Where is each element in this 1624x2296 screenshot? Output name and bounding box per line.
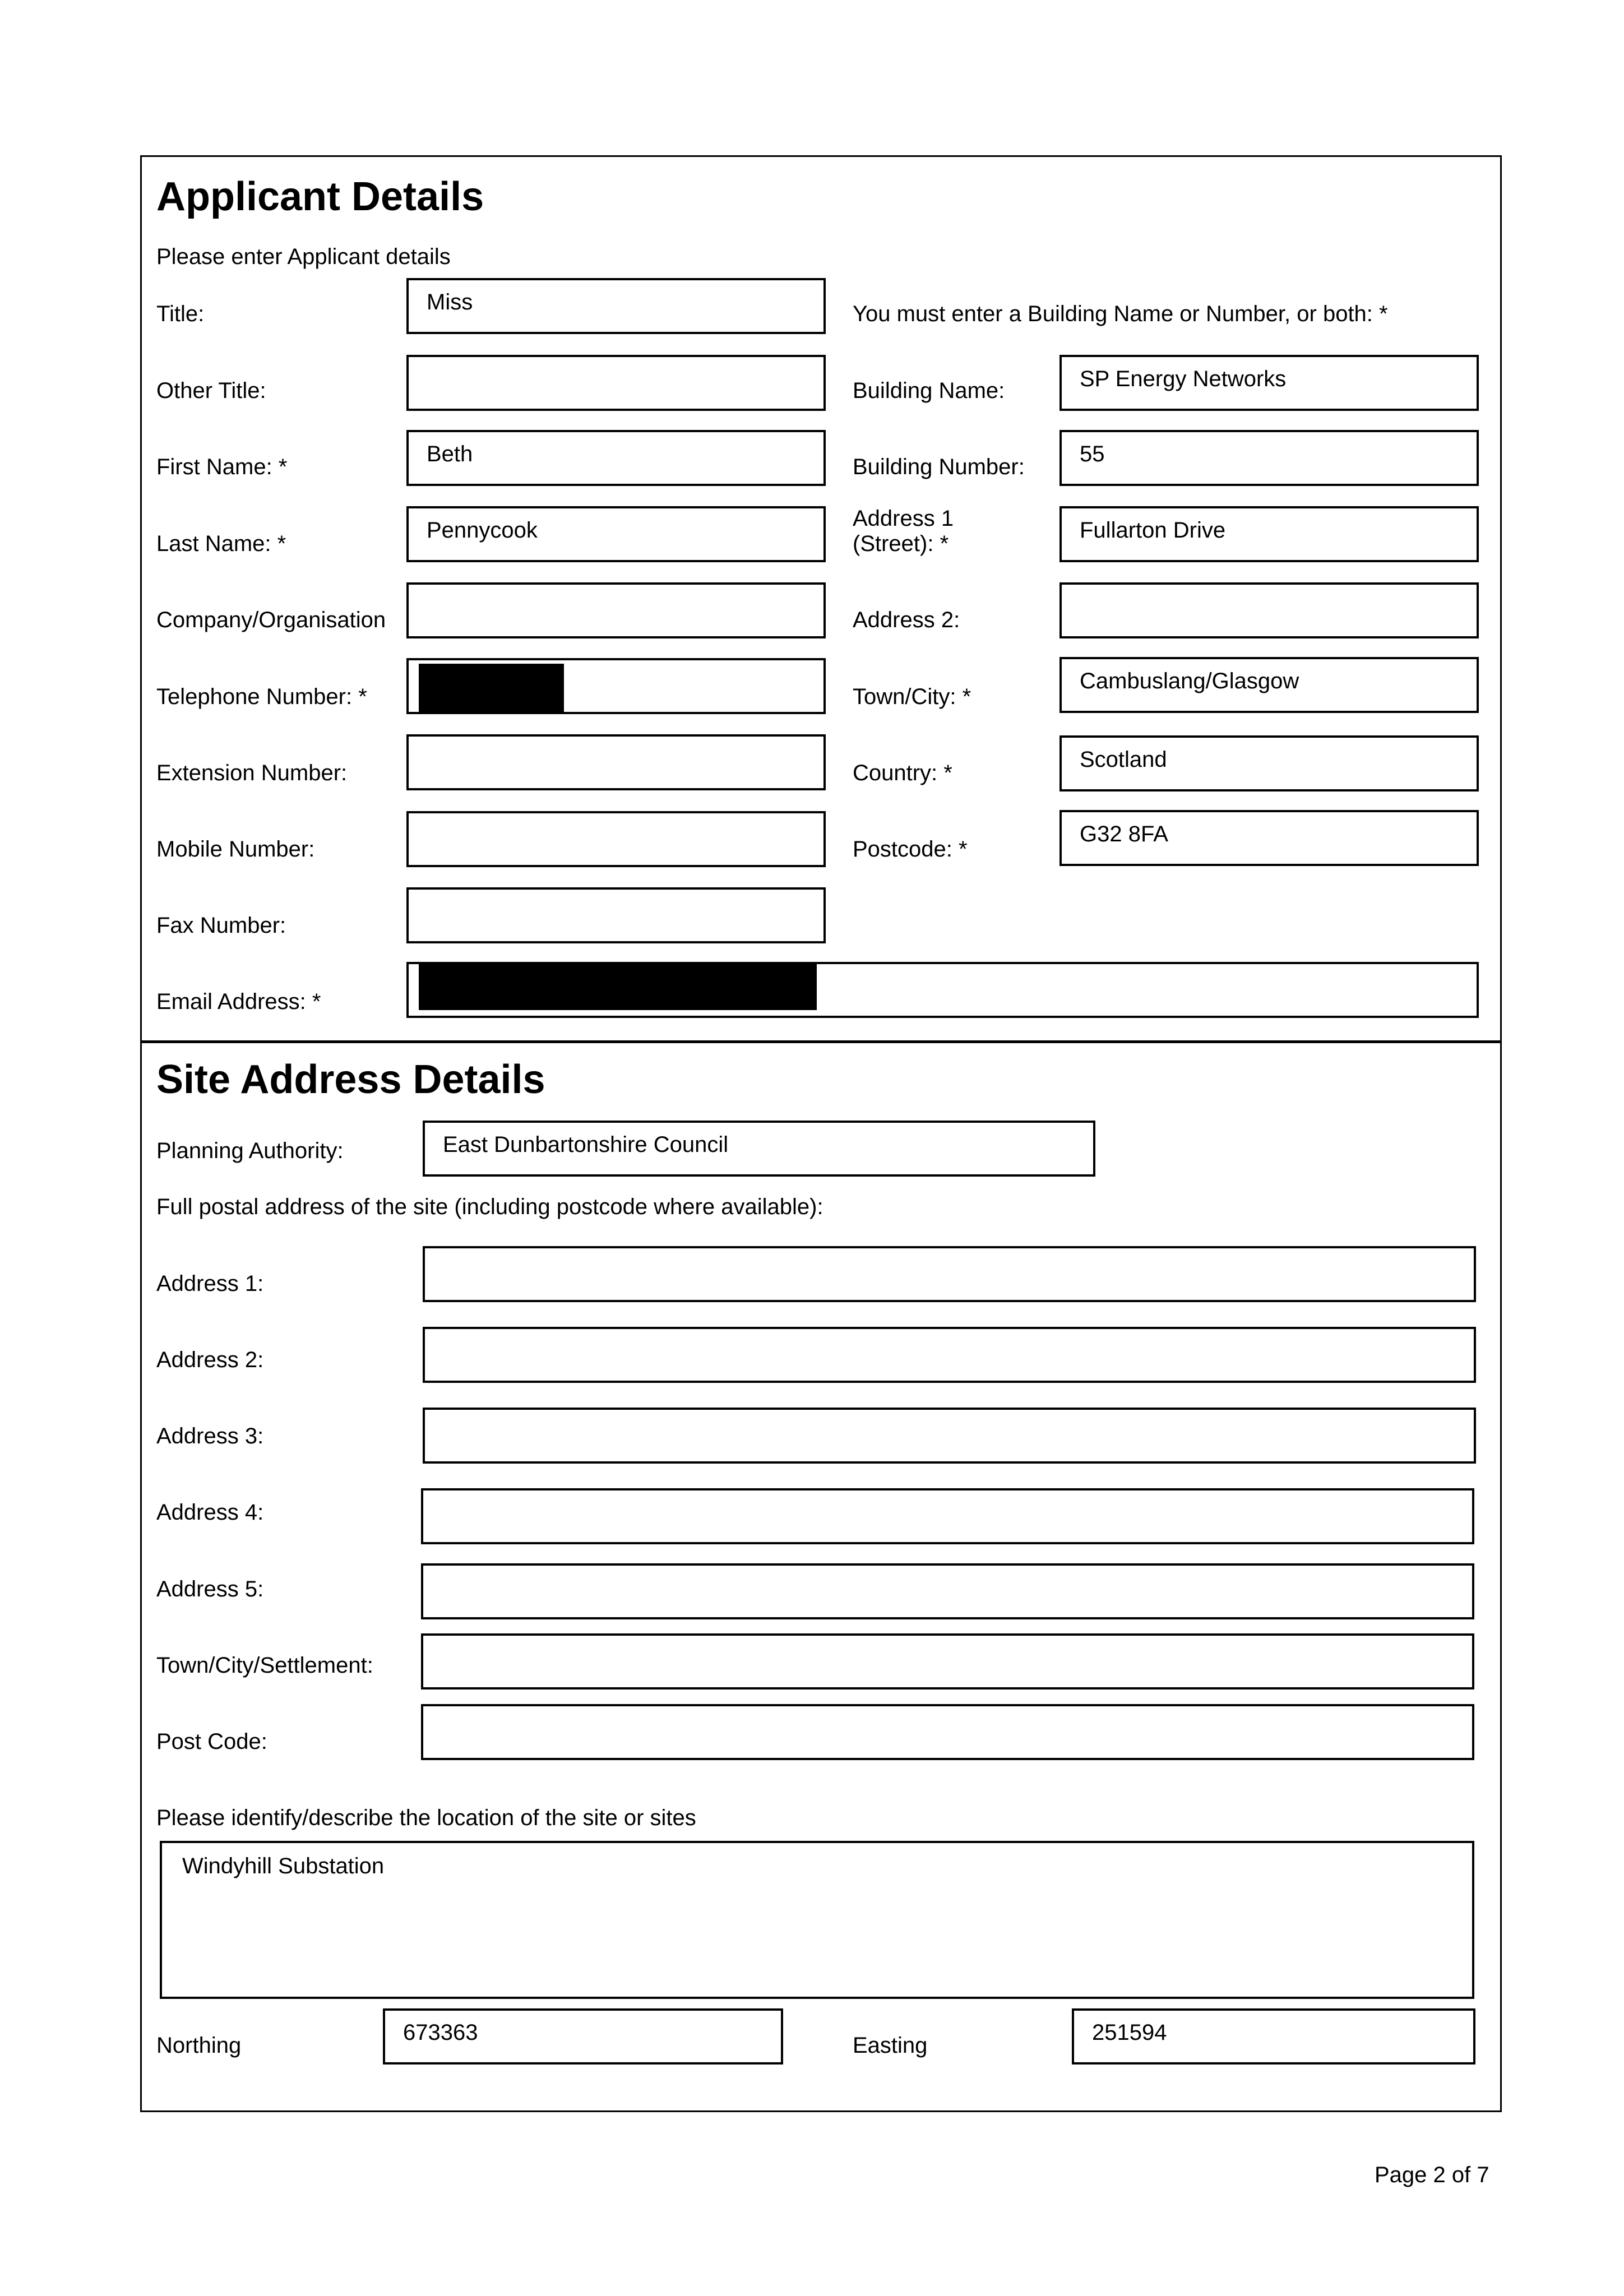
- redaction-block: [419, 664, 564, 712]
- building-note: You must enter a Building Name or Number, or both: *: [853, 302, 1388, 326]
- extension-field[interactable]: [406, 734, 826, 790]
- building-number-label: Building Number:: [853, 455, 1025, 479]
- site-address1-label: Address 1:: [156, 1271, 264, 1296]
- first-name-field[interactable]: Beth: [406, 430, 826, 486]
- site-address3-label: Address 3:: [156, 1424, 264, 1448]
- fax-label: Fax Number:: [156, 913, 286, 938]
- site-address1-field[interactable]: [423, 1246, 1476, 1302]
- email-field[interactable]: [406, 962, 1479, 1018]
- address2-label: Address 2:: [853, 608, 960, 632]
- site-heading: Site Address Details: [156, 1057, 545, 1102]
- building-number-field[interactable]: 55: [1059, 430, 1479, 486]
- address2-field[interactable]: [1059, 582, 1479, 638]
- other-title-label: Other Title:: [156, 378, 266, 403]
- email-label: Email Address: *: [156, 989, 321, 1014]
- address1-label-line1: Address 1: [853, 506, 954, 531]
- easting-field[interactable]: 251594: [1072, 2008, 1475, 2064]
- site-town-label: Town/City/Settlement:: [156, 1653, 373, 1678]
- site-address3-field[interactable]: [423, 1408, 1476, 1464]
- country-label: Country: *: [853, 761, 952, 785]
- mobile-field[interactable]: [406, 811, 826, 867]
- applicant-intro: Please enter Applicant details: [156, 244, 451, 269]
- town-label: Town/City: *: [853, 684, 971, 709]
- company-field[interactable]: [406, 582, 826, 638]
- postcode-field[interactable]: G32 8FA: [1059, 810, 1479, 866]
- planning-authority-label: Planning Authority:: [156, 1138, 344, 1163]
- title-label: Title:: [156, 302, 205, 326]
- company-label: Company/Organisation: [156, 608, 386, 632]
- site-address4-label: Address 4:: [156, 1500, 264, 1525]
- building-name-label: Building Name:: [853, 378, 1005, 403]
- site-postcode-field[interactable]: [421, 1704, 1474, 1760]
- site-address2-field[interactable]: [423, 1327, 1476, 1383]
- country-field[interactable]: Scotland: [1059, 735, 1479, 791]
- other-title-field[interactable]: [406, 355, 826, 411]
- site-address2-label: Address 2:: [156, 1348, 264, 1372]
- northing-field[interactable]: 673363: [383, 2008, 783, 2064]
- site-address5-label: Address 5:: [156, 1577, 264, 1601]
- site-address4-field[interactable]: [421, 1488, 1474, 1544]
- full-address-note: Full postal address of the site (including postcode where available):: [156, 1195, 823, 1219]
- location-note: Please identify/describe the location of the site or sites: [156, 1806, 696, 1830]
- town-field[interactable]: Cambuslang/Glasgow: [1059, 657, 1479, 713]
- site-town-field[interactable]: [421, 1633, 1474, 1689]
- address1-label-line2: (Street): *: [853, 531, 949, 556]
- last-name-field[interactable]: Pennycook: [406, 506, 826, 562]
- redaction-block: [419, 962, 817, 1010]
- northing-label: Northing: [156, 2033, 242, 2058]
- postcode-label: Postcode: *: [853, 837, 968, 862]
- building-name-field[interactable]: SP Energy Networks: [1059, 355, 1479, 411]
- planning-authority-field[interactable]: East Dunbartonshire Council: [423, 1121, 1095, 1177]
- page-number: Page 2 of 7: [1375, 2163, 1489, 2187]
- extension-label: Extension Number:: [156, 761, 348, 785]
- first-name-label: First Name: *: [156, 455, 288, 479]
- location-textarea[interactable]: Windyhill Substation: [160, 1841, 1474, 1999]
- title-field[interactable]: Miss: [406, 278, 826, 334]
- last-name-label: Last Name: *: [156, 531, 286, 556]
- applicant-heading: Applicant Details: [156, 174, 484, 219]
- section-divider: [140, 1040, 1502, 1043]
- address1-field[interactable]: Fullarton Drive: [1059, 506, 1479, 562]
- telephone-field[interactable]: [406, 658, 826, 714]
- fax-field[interactable]: [406, 887, 826, 943]
- mobile-label: Mobile Number:: [156, 837, 315, 862]
- easting-label: Easting: [853, 2033, 928, 2058]
- telephone-label: Telephone Number: *: [156, 684, 367, 709]
- site-address5-field[interactable]: [421, 1563, 1474, 1619]
- site-postcode-label: Post Code:: [156, 1729, 267, 1754]
